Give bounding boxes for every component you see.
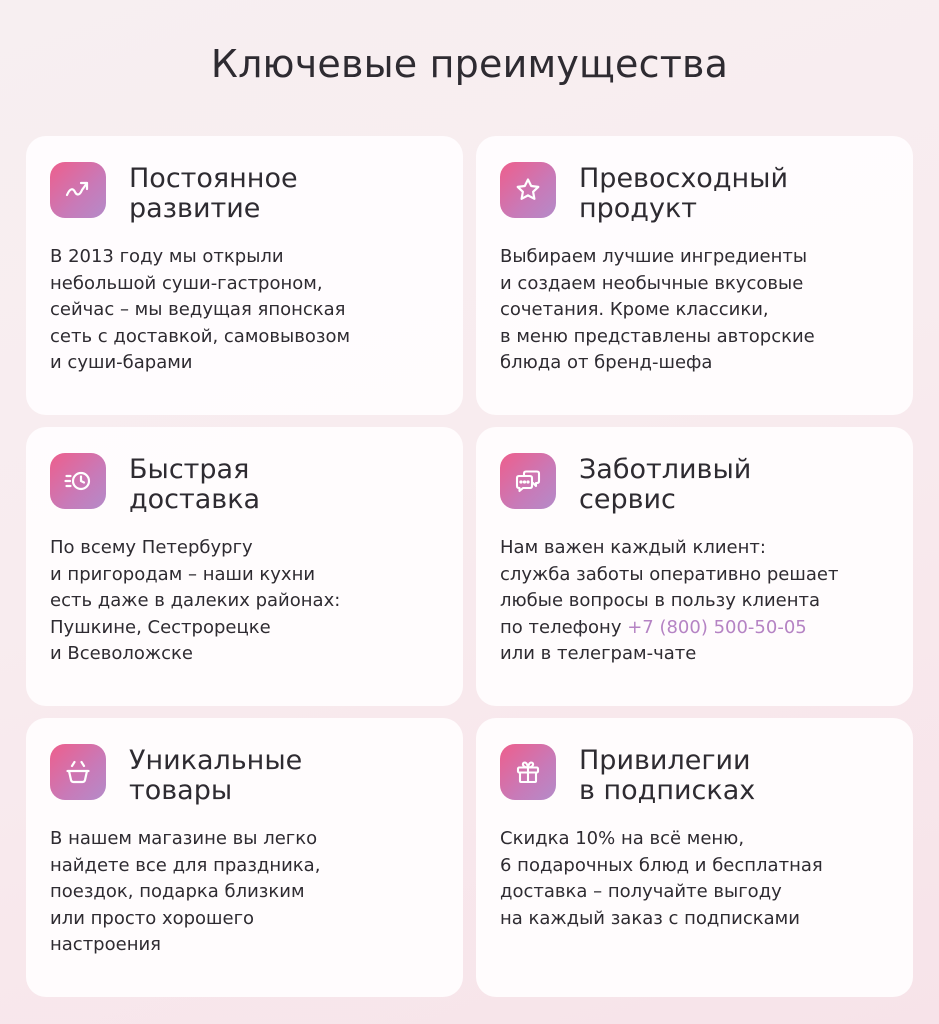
card-description: Выбираем лучшие ингредиенты и создаем необычные вкусовые сочетания. Кроме классики, в меню представлены авторские блюда от бренд-шефа [500,246,815,373]
chat-bubbles-icon [500,453,556,509]
card-title: Постоянное развитие [129,163,298,224]
growth-chart-icon [50,162,106,218]
card-description: В 2013 году мы открыли небольшой суши-гастроном, сейчас – мы ведущая японская сеть с доставкой, самовывозом и суши-барами [50,246,351,373]
card-title: Превосходный продукт [579,163,789,224]
card-description: Скидка 10% на всё меню, 6 подарочных блюд и бесплатная доставка – получайте выгоду на каждый заказ с подписками [500,828,823,929]
card-description: По всему Петербургу и пригородам – наши кухни есть даже в далеких районах: Пушкине, Сестрорецке и Всеволожске [50,537,341,664]
advantage-card-product [476,136,913,415]
phone-line: по телефону +7 (800) 500-50-05 [500,616,807,638]
basket-icon [50,744,106,800]
advantage-card-subscriptions [476,718,913,997]
gift-icon [500,744,556,800]
advantage-card-service [476,427,913,706]
advantage-card-delivery [26,427,463,706]
card-title: Привилегии в подписках [579,745,756,806]
page-title: Ключевые преимущества [210,42,729,86]
card-title: Уникальные товары [129,745,303,806]
advantages-grid [26,136,913,997]
card-title: Быстрая доставка [129,454,261,515]
advantage-card-development [26,136,463,415]
fast-clock-icon [50,453,106,509]
phone-link[interactable]: +7 (800) 500-50-05 [627,616,807,638]
card-description: Нам важен каждый клиент: служба заботы оперативно решает любые вопросы в пользу клиента по телефону +7 (800) 500-50-05 или в телеграм-чате [500,535,897,668]
card-description: В нашем магазине вы легко найдете все для праздника, поездок, подарка близким или просто хорошего настроения [50,828,321,955]
star-icon [500,162,556,218]
card-title: Заботливый сервис [579,454,752,515]
advantage-card-goods [26,718,463,997]
